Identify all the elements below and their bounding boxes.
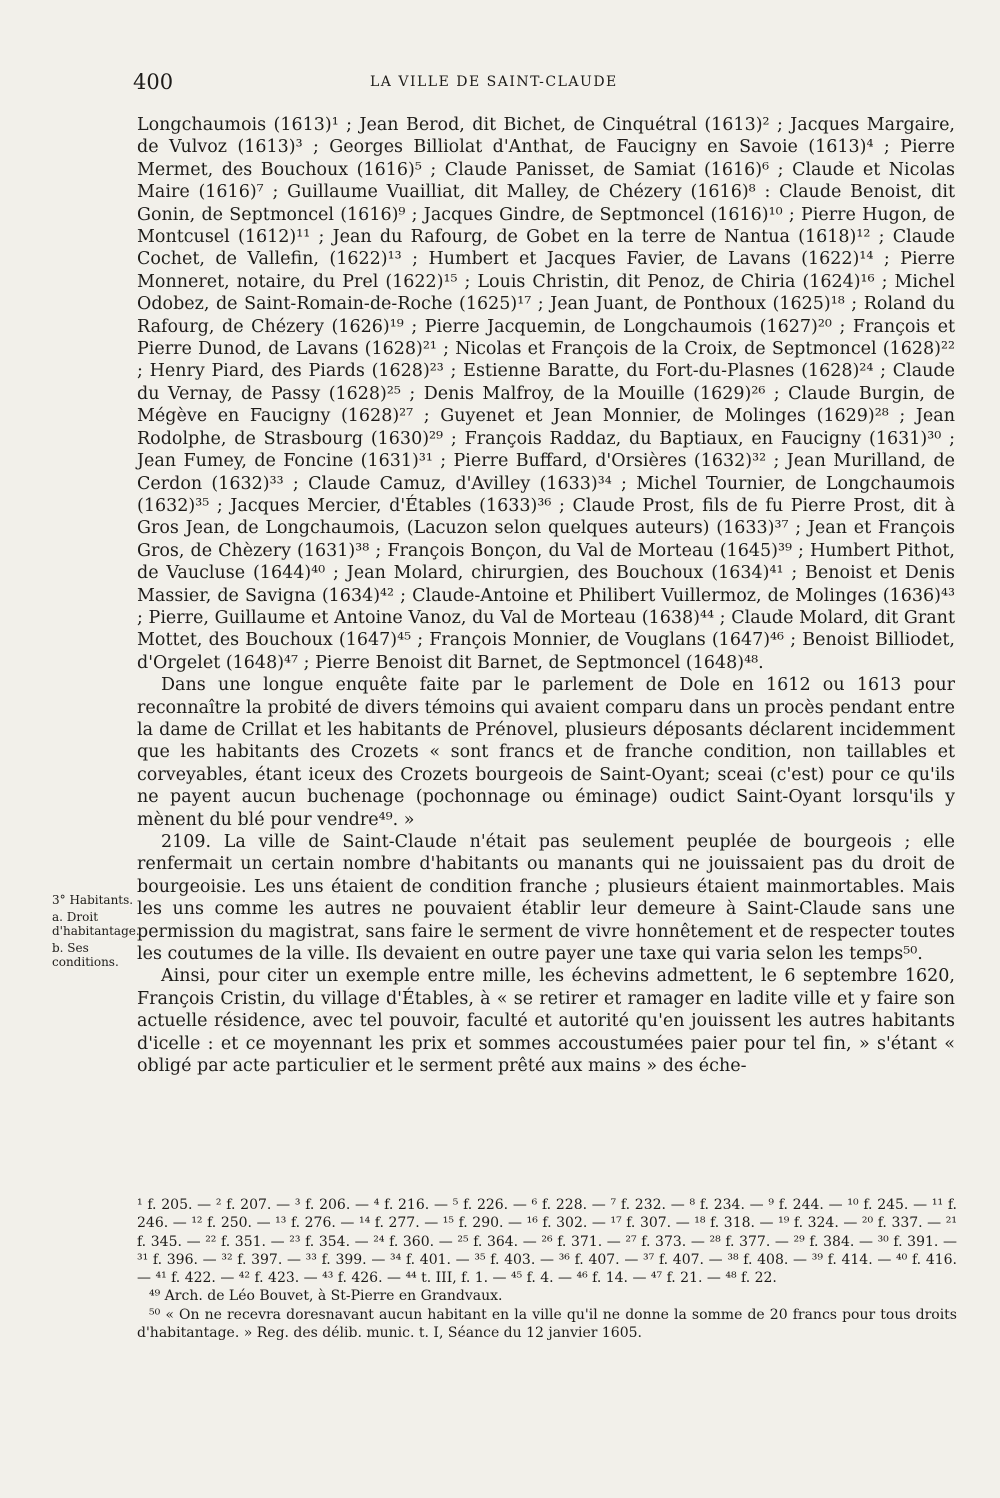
margin-note-habitants: 3° Habitants. xyxy=(52,893,134,907)
page-number: 400 xyxy=(133,70,174,94)
margin-note-droit: a. Droit d'habitantage. xyxy=(52,909,140,938)
paragraph-1: Longchaumois (1613)¹ ; Jean Berod, dit Bichet, de Cinquétral (1613)² ; Jacques Margaire, de Vulvoz (1613)³ ; Georges Billiolat d'Anthat, de Faucigny en Savoie (1613)⁴ ; Pierre Mermet, des Bouchoux (1616)⁵ ; Claude Panisset, de Samiat (1616)⁶ ; Claude et Nicolas Maire (1616)⁷ ; Guillaume Vuailliat, dit Malley, de Chézery (1616)⁸ : Claude Benoist, dit Gonin, de Septmoncel (1616)⁹ ; Jacques Gindre, de Septmoncel (1616)¹⁰ ; Pierre Hugon, de Montcusel (1612)¹¹ ; Jean du Rafourg, de Gobet en la terre de Nantua (1618)¹² ; Claude Cochet, de Vallefin, (1622)¹³ ; Humbert et Jacques Favier, de Lavans (1622)¹⁴ ; Pierre Monneret, notaire, du Prel (1622)¹⁵ ; Louis Christin, dit Penoz, de Chiria (1624)¹⁶ ; Michel Odobez, de Saint-Romain-de-Roche (1625)¹⁷ ; Jean Juant, de Ponthoux (1625)¹⁸ ; Roland du Rafourg, de Chézery (1626)¹⁹ ; Pierre Jacquemin, de Longchaumois (1627)²⁰ ; François et Pierre Dunod, de Lavans (1628)²¹ ; Nicolas et François de la Croix, de Septmoncel (1628)²² ; Henry Piard, des Piards (1628)²³ ; Estienne Baratte, du Fort-du-Plasnes (1628)²⁴ ; Claude du Vernay, de Passy (1628)²⁵ ; Denis Malfroy, de la Mouille (1629)²⁶ ; Claude Burgin, de Mégève en Faucigny (1628)²⁷ ; Guyenet et Jean Monnier, de Molinges (1629)²⁸ ; Jean Rodolphe, de Strasbourg (1630)²⁹ ; François Raddaz, du Baptiaux, en Faucigny (1631)³⁰ ; Jean Fumey, de Foncine (1631)³¹ ; Pierre Buffard, d'Orsières (1632)³² ; Jean Murilland, de Cerdon (1632)³³ ; Claude Camuz, d'Avilley (1633)³⁴ ; Michel Tournier, de Longchaumois (1632)³⁵ ; Jacques Mercier, d'Étables (1633)³⁶ ; Claude Prost, fils de fu Pierre Prost, dit à Gros Jean, de Longchaumois, (Lacuzon selon quelques auteurs) (1633)³⁷ ; Jean et François Gros, de Chèzery (1631)³⁸ ; François Bonçon, du Val de Morteau (1645)³⁹ ; Humbert Pithot, de Vaucluse (1644)⁴⁰ ; Jean Molard, chirurgien, des Bouchoux (1634)⁴¹ ; Benoist et Denis Massier, de Savigna (1634)⁴² ; Claude-Antoine et Philibert Vuillermoz, de Molinges (1636)⁴³ ; Pierre, Guillaume et Antoine Vanoz, du Val de Morteau (1638)⁴⁴ ; Claude Molard, dit Grant Mottet, des Bouchoux (1647)⁴⁵ ; François Monnier, de Vouglans (1647)⁴⁶ ; Benoist Billiodet, d'Orgelet (1648)⁴⁷ ; Pierre Benoist dit Barnet, de Septmoncel (1648)⁴⁸. xyxy=(137,115,955,673)
footnotes xyxy=(137,1196,957,1342)
paragraph-3: 2109. La ville de Saint-Claude n'était pas seulement peuplée de bourgeois ; elle renfermait un certain nombre d'habitants ou manants qui ne jouissaient pas du droit de bourgeoisie. Les uns étaient de condition franche ; plusieurs étaient mainmortables. Mais les uns comme les autres ne pouvaient établir leur demeure à Saint-Claude sans une permission du magistrat, sans faire le serment de vivre honnêtement et de respecter toutes les coutumes de la ville. Ils devaient en outre payer une taxe qui varia selon les temps⁵⁰. xyxy=(137,832,955,965)
footnote-49: ⁴⁹ Arch. de Léo Bouvet, à St-Pierre en Grandvaux. xyxy=(149,1288,503,1305)
paragraph-2: Dans une longue enquête faite par le parlement de Dole en 1612 ou 1613 pour reconnaître la probité de divers témoins qui avaient comparu dans un procès pendant entre la dame de Crillat et les habitants de Prénovel, plusieurs déposants déclarent incidemment que les habitants des Crozets « sont francs et de franche condition, non taillables et corveyables, étant iceux des Crozets bourgeois de Saint-Oyant; sceai (c'est) pour ce qu'ils ne payent aucun buchenage (pochonnage ou éminage) oudict Saint-Oyant lorsqu'ils y mènent du blé pour vendre⁴⁹. » xyxy=(137,675,955,830)
footnote-50: ⁵⁰ « On ne recevra doresnavant aucun habitant en la ville qu'il ne donne la somme de 20 francs pour tous droits d'habitantage. » Reg. des délib. munic. t. I, Séance du 12 janvier 1605. xyxy=(137,1306,957,1342)
running-title: LA VILLE DE SAINT-CLAUDE xyxy=(370,74,618,90)
body-text xyxy=(137,114,955,1077)
margin-notes xyxy=(52,893,138,972)
footnote-folio-refs: ¹ f. 205. — ² f. 207. — ³ f. 206. — ⁴ f. 216. — ⁵ f. 226. — ⁶ f. 228. — ⁷ f. 232. — ⁸ f. 234. — ⁹ f. 244. — ¹⁰ f. 245. — ¹¹ f. 246. — ¹² f. 250. — ¹³ f. 276. — ¹⁴ f. 277. — ¹⁵ f. 290. — ¹⁶ f. 302. — ¹⁷ f. 307. — ¹⁸ f. 318. — ¹⁹ f. 324. — ²⁰ f. 337. — ²¹ f. 345. — ²² f. 351. — ²³ f. 354. — ²⁴ f. 360. — ²⁵ f. 364. — ²⁶ f. 371. — ²⁷ f. 373. — ²⁸ f. 377. — ²⁹ f. 384. — ³⁰ f. 391. — ³¹ f. 396. — ³² f. 397. — ³³ f. 399. — ³⁴ f. 401. — ³⁵ f. 403. — ³⁶ f. 407. — ³⁷ f. 407. — ³⁸ f. 408. — ³⁹ f. 414. — ⁴⁰ f. 416. — ⁴¹ f. 422. — ⁴² f. 423. — ⁴³ f. 426. — ⁴⁴ t. III, f. 1. — ⁴⁵ f. 4. — ⁴⁶ f. 14. — ⁴⁷ f. 21. — ⁴⁸ f. 22. xyxy=(137,1197,957,1287)
margin-note-conditions: b. Ses conditions. xyxy=(52,940,119,969)
paragraph-4: Ainsi, pour citer un exemple entre mille, les échevins admettent, le 6 septembre 1620, François Cristin, du village d'Étables, à « se retirer et ramager en ladite ville et y faire son actuelle résidence, avec tel pouvoir, faculté et autorité qu'en jouissent les autres habitants d'icelle : et ce moyennant les prix et sommes accoustumées paier pour tel fin, » s'étant « obligé par acte particulier et le serment prêté aux mains » des éche- xyxy=(137,966,955,1077)
